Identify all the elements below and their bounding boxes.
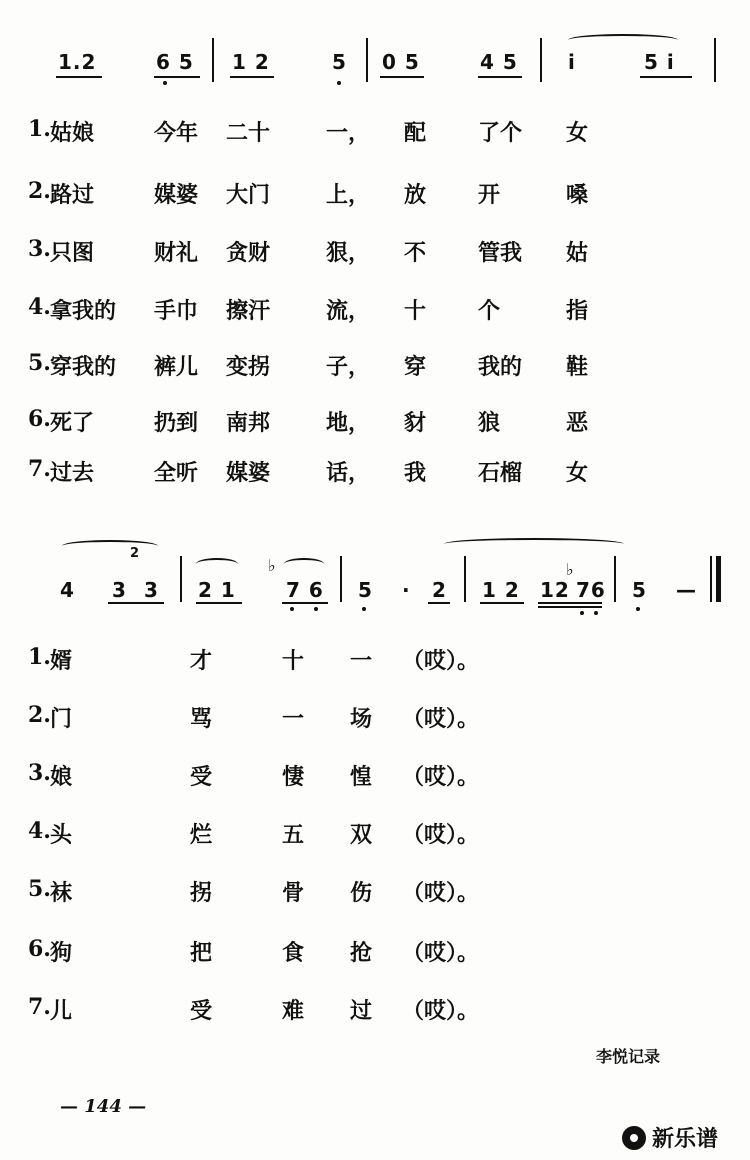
lyric-word: 指: [566, 298, 589, 324]
lower-octave-dot: [314, 607, 318, 611]
lyric-word: 管我: [478, 240, 523, 266]
note: 5: [632, 578, 647, 602]
verse-number: 2.: [28, 702, 51, 728]
lower-octave-dot: [290, 607, 294, 611]
lyric-word: 财礼: [154, 240, 199, 266]
transcriber-credit: 李悦记录: [596, 1047, 661, 1066]
lyric-word: （哎）。: [402, 648, 480, 674]
lyric-word: 流，: [326, 298, 371, 324]
note-group: 12: [540, 578, 570, 602]
note-group: 5: [332, 50, 347, 74]
final-bar-thick: [716, 556, 721, 602]
verse-number: 5.: [28, 350, 51, 376]
lyric-word: 伤: [350, 880, 373, 906]
lyric-word: 十: [282, 648, 305, 674]
notation-row-1: [0, 30, 750, 110]
lyric-word: 一: [350, 648, 373, 674]
lyric-word: 一，: [326, 120, 371, 146]
lyric-word: 姑: [566, 240, 589, 266]
beam: [196, 602, 242, 604]
beam: [230, 76, 274, 78]
note: 5: [358, 578, 373, 602]
lyric-word: 今年: [154, 120, 199, 146]
lyric-word: 上，: [326, 182, 371, 208]
lyric-word: 狠，: [326, 240, 371, 266]
beam: [480, 602, 524, 604]
verse-number: 1.: [28, 116, 51, 142]
lyric-word: 变拐: [226, 354, 271, 380]
lyric-word: 嗓: [566, 182, 589, 208]
lyric-word: 抢: [350, 940, 373, 966]
lyric-word: 全听: [154, 460, 199, 486]
bar-line: [714, 38, 716, 82]
note-group: 0 5: [382, 50, 420, 74]
lyric-word: 受: [190, 764, 213, 790]
lyric-word: 南邦: [226, 410, 271, 436]
lyric-word: 大门: [226, 182, 271, 208]
lyric-word: 开: [478, 182, 501, 208]
lyric-word: 放: [404, 182, 427, 208]
lyric-word: （哎）。: [402, 940, 480, 966]
lyric-word: （哎）。: [402, 706, 480, 732]
verse-number: 4.: [28, 294, 51, 320]
lyric-word: 袜: [50, 880, 73, 906]
lyric-word: 拿我的: [50, 298, 117, 324]
lyric-word: 悽: [282, 764, 305, 790]
beam: [478, 76, 522, 78]
verse-number: 1.: [28, 644, 51, 670]
lyric-word: 死了: [50, 410, 95, 436]
lyric-word: 豺: [404, 410, 427, 436]
lyric-word: 场: [350, 706, 373, 732]
tie: [568, 34, 678, 46]
note: 4: [60, 578, 75, 602]
lyric-word: 五: [282, 822, 305, 848]
verse-number: 3.: [28, 236, 51, 262]
note-group: 2 1: [198, 578, 236, 602]
lyric-word: 我的: [478, 354, 523, 380]
lyric-word: 头: [50, 822, 73, 848]
note: 2: [432, 578, 447, 602]
lyric-word: 食: [282, 940, 305, 966]
lyric-word: 擦汗: [226, 298, 271, 324]
beam-double: [538, 606, 602, 608]
note-group: 1 2: [232, 50, 270, 74]
grace-note: 2: [130, 546, 140, 561]
lyric-word: 不: [404, 240, 427, 266]
lyric-word: 拐: [190, 880, 213, 906]
lyric-word: 过: [350, 998, 373, 1024]
lyric-word: 路过: [50, 182, 95, 208]
note-group: 1.2: [58, 50, 97, 74]
lyric-word: 女: [566, 120, 589, 146]
lower-octave-dot: [337, 81, 341, 85]
beam: [154, 76, 200, 78]
lyric-word: 狗: [50, 940, 73, 966]
lyric-word: （哎）。: [402, 764, 480, 790]
lyric-word: （哎）。: [402, 880, 480, 906]
lyric-word: 才: [190, 648, 213, 674]
lyric-word: 娘: [50, 764, 73, 790]
lyric-word: 婿: [50, 648, 73, 674]
bar-line: [366, 38, 368, 82]
beam: [428, 602, 450, 604]
slur: [62, 540, 158, 552]
notation-row-2: [0, 534, 750, 614]
page-number: — 144 —: [60, 1096, 147, 1117]
sustain-dash: —: [676, 578, 697, 602]
lyric-word: 难: [282, 998, 305, 1024]
bar-line: [464, 556, 466, 602]
verse-number: 4.: [28, 818, 51, 844]
lyric-word: 门: [50, 706, 73, 732]
lyric-word: 媒婆: [154, 182, 199, 208]
lower-octave-dot: [594, 611, 598, 615]
beam: [282, 602, 328, 604]
lyric-word: 石榴: [478, 460, 523, 486]
lyric-word: （哎）。: [402, 822, 480, 848]
lyric-word: 把: [190, 940, 213, 966]
bar-line: [540, 38, 542, 82]
lyric-word: 裤儿: [154, 354, 199, 380]
bar-line: [614, 556, 616, 602]
lyric-word: 扔到: [154, 410, 199, 436]
lyric-word: 恶: [566, 410, 589, 436]
beam: [380, 76, 424, 78]
verse-number: 5.: [28, 876, 51, 902]
lyric-word: 过去: [50, 460, 95, 486]
verse-number: 2.: [28, 178, 51, 204]
beam: [108, 602, 164, 604]
lower-octave-dot: [580, 611, 584, 615]
slur: [284, 558, 324, 570]
lyric-word: 我: [404, 460, 427, 486]
lyric-word: 儿: [50, 998, 73, 1024]
lyric-word: 骨: [282, 880, 305, 906]
lyric-word: 受: [190, 998, 213, 1024]
note-group: 4 5: [480, 50, 518, 74]
bar-line: [340, 556, 342, 602]
lyric-word: 话，: [326, 460, 371, 486]
lyric-word: 地，: [326, 410, 371, 436]
lyric-word: 二十: [226, 120, 271, 146]
lyric-word: 子，: [326, 354, 371, 380]
lyric-word: 个: [478, 298, 501, 324]
lyric-word: 姑娘: [50, 120, 95, 146]
beam: [640, 76, 692, 78]
lower-octave-dot: [362, 607, 366, 611]
flat-sign: ♭: [566, 560, 574, 579]
lyric-word: 配: [404, 120, 427, 146]
lyric-word: 穿: [404, 354, 427, 380]
lower-octave-dot: [636, 607, 640, 611]
note-group: 1 2: [482, 578, 520, 602]
final-bar-thin: [710, 556, 712, 602]
lyric-word: （哎）。: [402, 998, 480, 1024]
lyric-word: 手巾: [154, 298, 199, 324]
lyric-word: 鞋: [566, 354, 589, 380]
lyric-word: 穿我的: [50, 354, 117, 380]
lyric-word: 十: [404, 298, 427, 324]
note-group: 76: [576, 578, 606, 602]
note: 3: [144, 578, 159, 602]
lyric-word: 媒婆: [226, 460, 271, 486]
verse-number: 3.: [28, 760, 51, 786]
verse-number: 6.: [28, 936, 51, 962]
note-group: 7 6: [286, 578, 324, 602]
site-logo: [622, 1122, 718, 1153]
bar-line: [180, 556, 182, 602]
lyric-word: 女: [566, 460, 589, 486]
lyric-word: 一: [282, 706, 305, 732]
lyric-word: 双: [350, 822, 373, 848]
record-disc-icon: [622, 1126, 646, 1150]
logo-text: 新乐谱: [652, 1127, 719, 1152]
dotted-extension: ·: [402, 578, 411, 602]
note-group: 6 5: [156, 50, 194, 74]
verse-number: 7.: [28, 994, 51, 1020]
beam: [56, 76, 102, 78]
lyric-word: 狼: [478, 410, 501, 436]
lyric-word: 只图: [50, 240, 95, 266]
verse-number: 6.: [28, 406, 51, 432]
slur: [196, 558, 238, 570]
lower-octave-dot: [163, 81, 167, 85]
lyric-word: 烂: [190, 822, 213, 848]
verse-number: 7.: [28, 456, 51, 482]
slur: [444, 538, 624, 550]
lyric-word: 骂: [190, 706, 213, 732]
note: 3: [112, 578, 127, 602]
note-group: i: [568, 50, 576, 74]
bar-line: [212, 38, 214, 82]
lyric-word: 惶: [350, 764, 373, 790]
flat-sign: ♭: [268, 556, 276, 575]
beam: [538, 602, 602, 604]
note-group: 5 i: [644, 50, 675, 74]
lyric-word: 了个: [478, 120, 523, 146]
lyric-word: 贪财: [226, 240, 271, 266]
